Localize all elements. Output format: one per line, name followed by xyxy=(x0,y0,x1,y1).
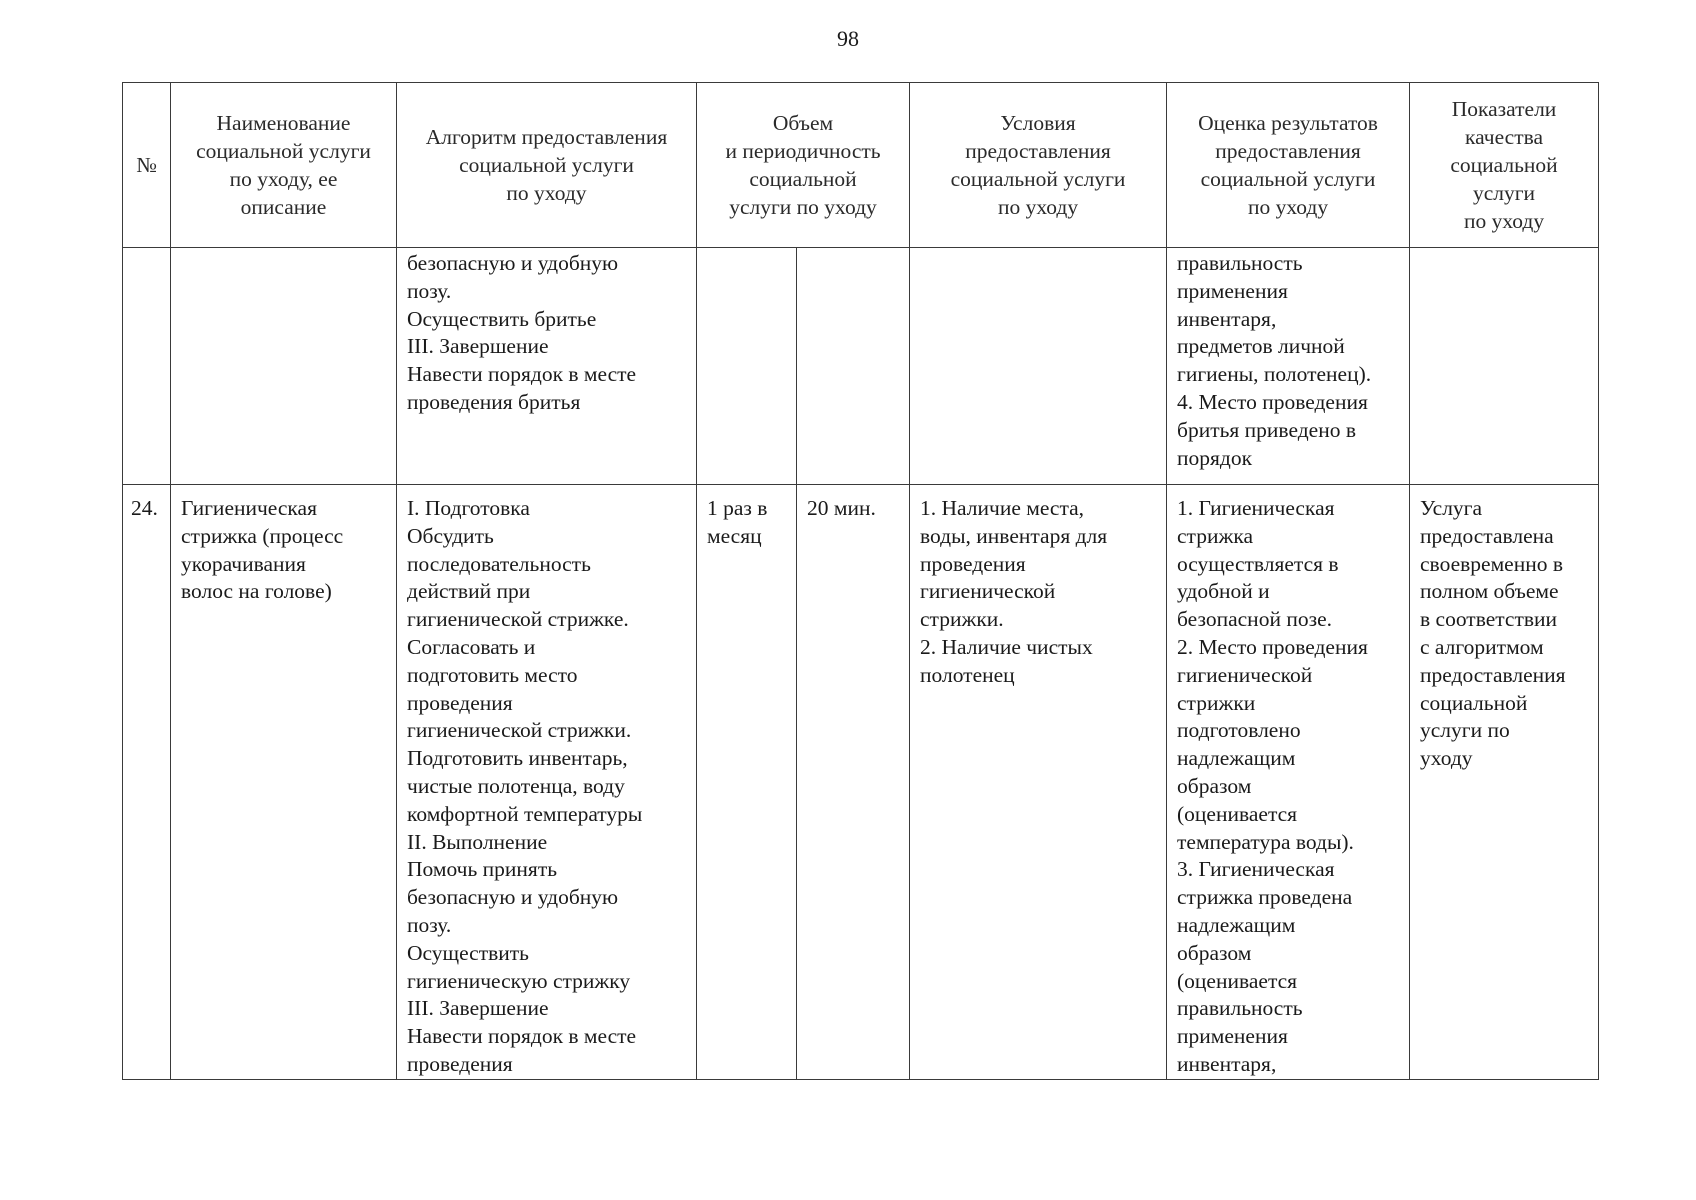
table-header-row xyxy=(123,83,1599,248)
cell-frequency xyxy=(797,248,910,485)
cell-service-name: Гигиеническая стрижка (процесс укорачивания волос на голове) xyxy=(171,485,397,1080)
cell-frequency: 20 мин. xyxy=(797,485,910,1080)
header-service-name: Наименование социальной услуги по уходу, ее описание xyxy=(171,83,397,248)
table-row xyxy=(123,485,1599,1080)
header-quality: Показатели качества социальной услуги по уходу xyxy=(1410,83,1599,248)
header-volume-frequency: Объем и периодичность социальной услуги по уходу xyxy=(697,83,910,248)
cell-number: 24. xyxy=(123,485,171,1080)
cell-conditions: 1. Наличие места, воды, инвентаря для проведения гигиенической стрижки. 2. Наличие чистых полотенец xyxy=(910,485,1167,1080)
cell-conditions xyxy=(910,248,1167,485)
cell-volume: 1 раз в месяц xyxy=(697,485,797,1080)
cell-algorithm: безопасную и удобную позу. Осуществить бритье III. Завершение Навести порядок в месте проведения бритья xyxy=(397,248,697,485)
header-number: № xyxy=(123,83,171,248)
cell-quality xyxy=(1410,248,1599,485)
services-table xyxy=(122,82,1599,1080)
table-row xyxy=(123,248,1599,485)
cell-quality: Услуга предоставлена своевременно в полном объеме в соответствии с алгоритмом предоставления социальной услуги по уходу xyxy=(1410,485,1599,1080)
cell-evaluation: 1. Гигиеническая стрижка осуществляется в удобной и безопасной позе. 2. Место проведения гигиенической стрижки подготовлено надлежащим образом (оценивается температура воды). 3. Гигиеническая стрижка проведена надлежащим образом (оценивается правильность применения инвентаря, xyxy=(1167,485,1410,1080)
header-conditions: Условия предоставления социальной услуги по уходу xyxy=(910,83,1167,248)
cell-evaluation: правильность применения инвентаря, предметов личной гигиены, полотенец). 4. Место проведения бритья приведено в порядок xyxy=(1167,248,1410,485)
cell-service-name xyxy=(171,248,397,485)
cell-number xyxy=(123,248,171,485)
header-algorithm: Алгоритм предоставления социальной услуги по уходу xyxy=(397,83,697,248)
page-number: 98 xyxy=(837,26,859,51)
header-evaluation: Оценка результатов предоставления социальной услуги по уходу xyxy=(1167,83,1410,248)
cell-volume xyxy=(697,248,797,485)
cell-algorithm: I. Подготовка Обсудить последовательность действий при гигиенической стрижке. Согласовать и подготовить место проведения гигиенической стрижки. Подготовить инвентарь, чистые полотенца, воду комфортной температуры II. Выполнение Помочь принять безопасную и удобную позу. Осуществить гигиеническую стрижку III. Завершение Навести порядок в месте проведения xyxy=(397,485,697,1080)
